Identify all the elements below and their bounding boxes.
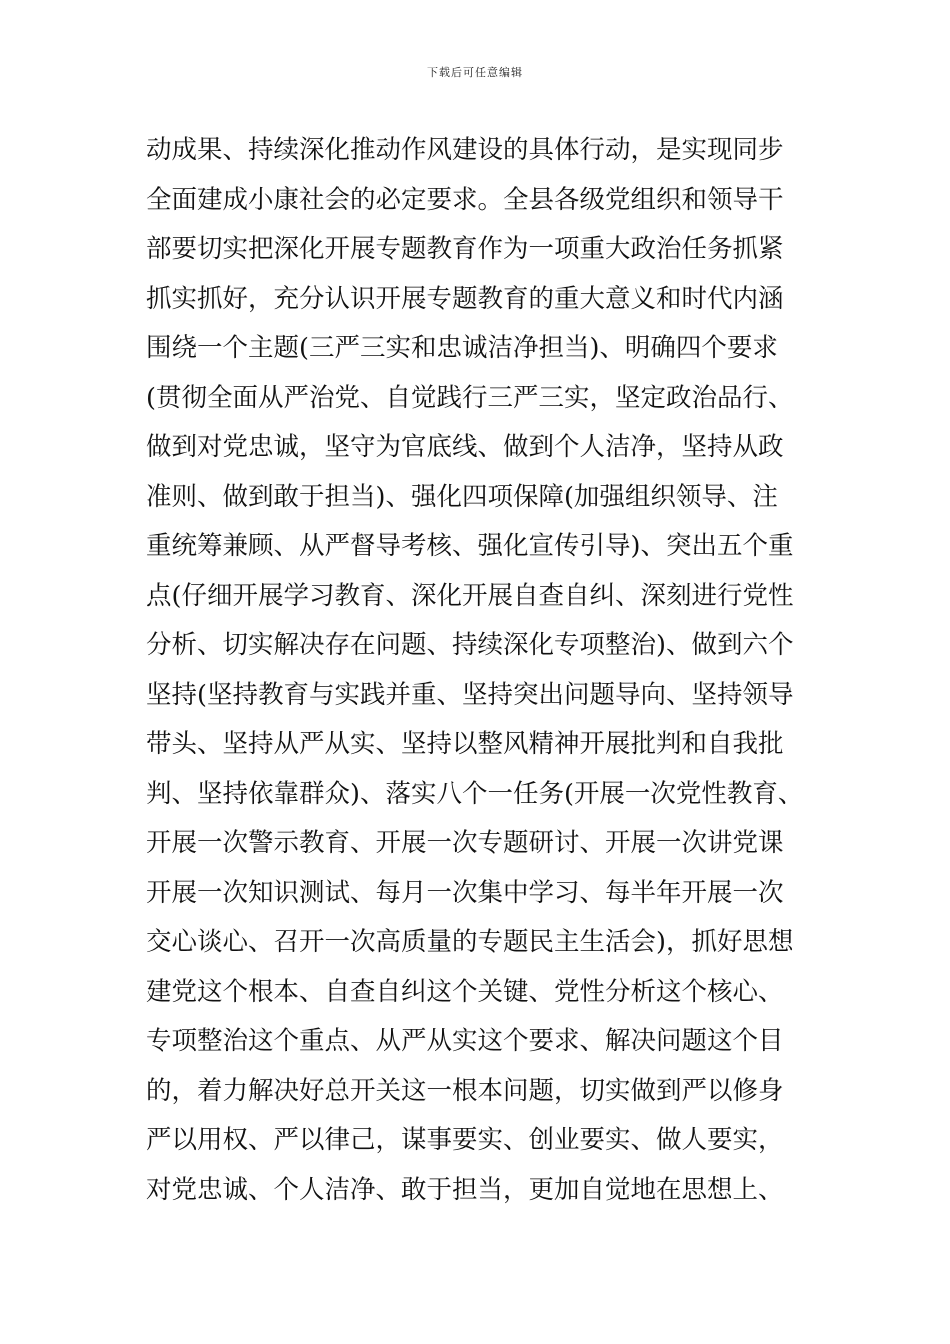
text-line: 点(仔细开展学习教育、深化开展自查自纠、深刻进行党性 [146, 580, 794, 611]
text-line: 动成果、持续深化推动作风建设的具体行动，是实现同步 [146, 135, 784, 165]
text-line: 开展一次知识测试、每月一次集中学习、每半年开展一次 [146, 877, 784, 908]
text-line: 抓实抓好，充分认识开展专题教育的重大意义和时代内涵 [146, 283, 784, 314]
text-line: 重统筹兼顾、从严督导考核、强化宣传引导)、突出五个重 [146, 531, 794, 561]
text-line: 严以用权、严以律己，谋事要实、创业要实、做人要实， [146, 1125, 784, 1155]
text-line: 的，着力解决好总开关这一根本问题，切实做到严以修身 [146, 1075, 784, 1106]
text-line: 带头、坚持从严从实、坚持以整风精神开展批判和自我批 [146, 729, 784, 759]
text-line: 部要切实把深化开展专题教育作为一项重大政治任务抓紧 [146, 234, 784, 264]
body-paragraph [146, 126, 826, 1215]
text-line: 围绕一个主题(三严三实和忠诚洁净担当)、明确四个要求 [146, 333, 778, 363]
text-line: 建党这个根本、自查自纠这个关键、党性分析这个核心、 [146, 976, 784, 1007]
text-line: 专项整治这个重点、从严从实这个要求、解决问题这个目 [146, 1026, 784, 1056]
text-line: 开展一次警示教育、开展一次专题研讨、开展一次讲党课 [146, 828, 784, 858]
text-line: 准则、做到敢于担当)、强化四项保障(加强组织领导、注 [146, 481, 778, 512]
text-line: 判、坚持依靠群众)、落实八个一任务(开展一次党性教育、 [146, 778, 804, 809]
text-line: 全面建成小康社会的必定要求。全县各级党组织和领导干 [146, 184, 784, 215]
text-line: (贯彻全面从严治党、自觉践行三严三实，坚定政治品行、 [146, 382, 794, 413]
text-line: 分析、切实解决存在问题、持续深化专项整治)、做到六个 [146, 630, 794, 660]
page-header: 下载后可任意编辑 [427, 66, 523, 79]
text-line: 对党忠诚、个人洁净、敢于担当，更加自觉地在思想上、 [146, 1174, 784, 1205]
text-line: 交心谈心、召开一次高质量的专题民主生活会)，抓好思想 [146, 927, 794, 957]
text-line: 坚持(坚持教育与实践并重、坚持突出问题导向、坚持领导 [146, 679, 794, 710]
text-line: 做到对党忠诚，坚守为官底线、做到个人洁净，坚持从政 [146, 432, 784, 462]
